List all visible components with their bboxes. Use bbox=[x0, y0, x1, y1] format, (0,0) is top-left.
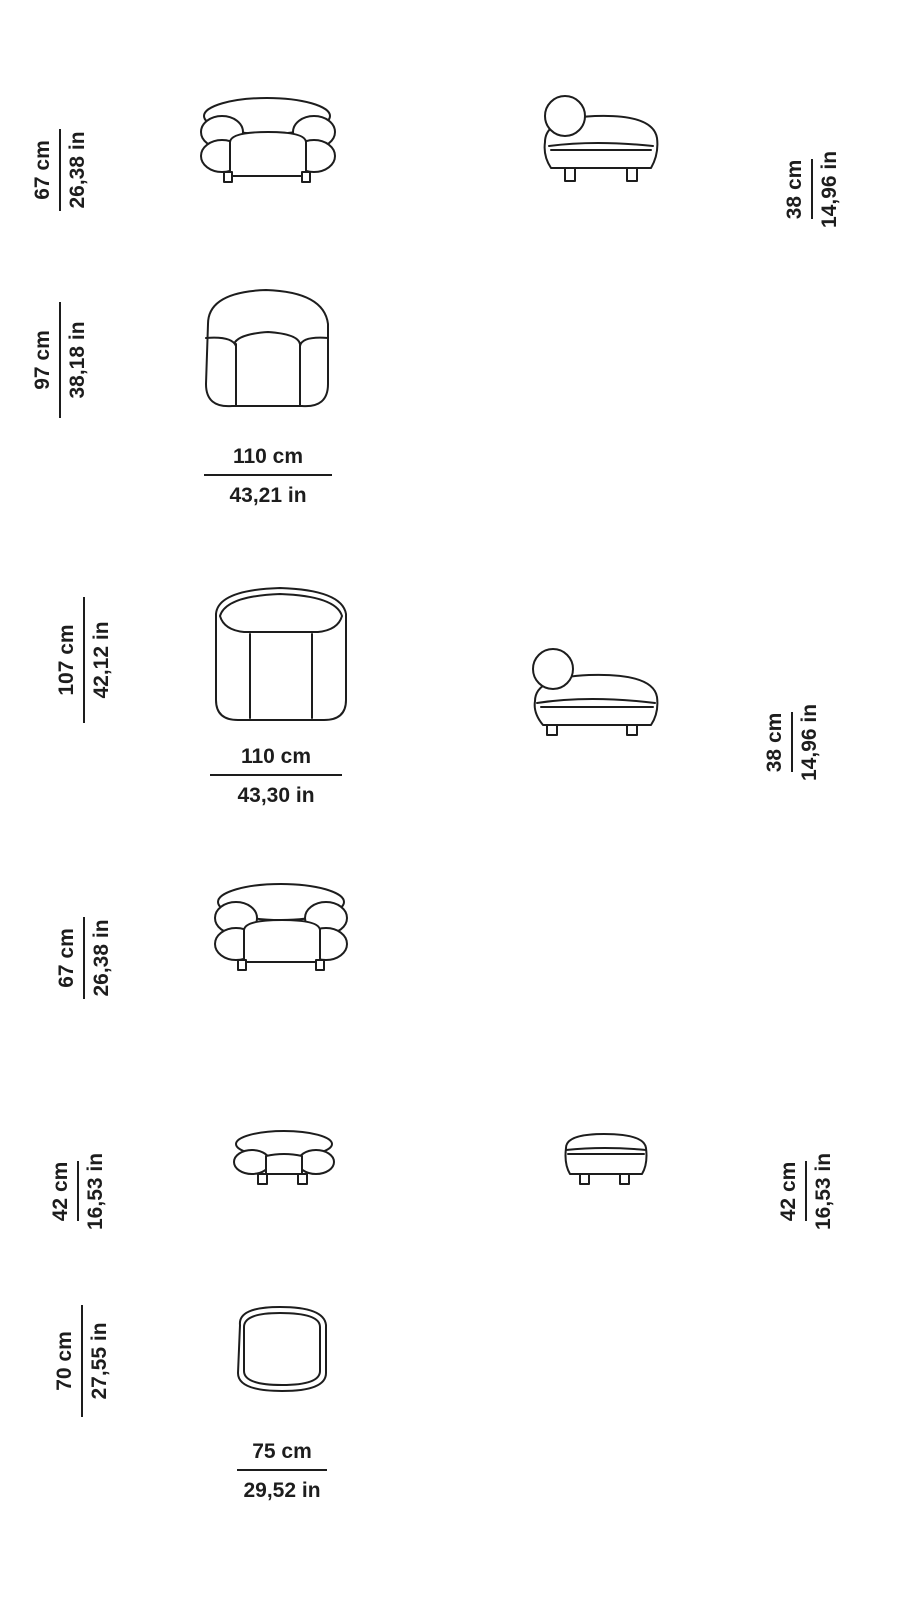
ottoman-front-view bbox=[228, 1128, 340, 1192]
dimension-armchair-small-seat-height bbox=[782, 88, 841, 228]
dimension-in: 29,52 in bbox=[243, 1479, 321, 1503]
dimension-rule bbox=[210, 774, 342, 776]
dimension-cm: 70 cm bbox=[52, 1331, 76, 1391]
dimension-armchair-large-front-height bbox=[54, 859, 113, 999]
dimension-in: 43,30 in bbox=[237, 784, 315, 808]
ottoman-top-view bbox=[230, 1303, 334, 1397]
dimension-in: 43,21 in bbox=[229, 484, 307, 508]
dimension-in: 16,53 in bbox=[812, 1152, 835, 1230]
dimension-rule bbox=[59, 129, 61, 211]
dimension-cm: 110 cm bbox=[232, 445, 304, 468]
dimension-rule bbox=[805, 1161, 807, 1221]
dimension-armchair-small-top-depth bbox=[30, 278, 89, 418]
dimension-rule bbox=[77, 1161, 79, 1221]
dimension-in: 42,12 in bbox=[90, 621, 113, 699]
dimension-cm: 42 cm bbox=[48, 1161, 72, 1222]
dimension-cm: 67 cm bbox=[30, 140, 54, 200]
dimension-cm: 110 cm bbox=[240, 745, 312, 768]
dimension-rule bbox=[237, 1469, 327, 1471]
dimension-in: 27,55 in bbox=[88, 1322, 111, 1400]
dimension-cm: 38 cm bbox=[782, 159, 806, 220]
armchair-large-top-view bbox=[210, 586, 352, 726]
dimension-ottoman-top-width bbox=[212, 1438, 352, 1505]
dimension-rule bbox=[83, 917, 85, 999]
dimension-armchair-large-top-width bbox=[206, 743, 346, 810]
dimension-cm: 67 cm bbox=[54, 928, 78, 988]
dimension-rule bbox=[791, 712, 793, 772]
dimension-in: 26,38 in bbox=[66, 131, 89, 209]
dimension-armchair-small-top-width bbox=[198, 443, 338, 510]
dimension-rule bbox=[81, 1305, 83, 1417]
dimension-in: 16,53 in bbox=[84, 1152, 107, 1230]
ottoman-side-view bbox=[556, 1128, 656, 1192]
dimension-cm: 97 cm bbox=[30, 330, 54, 390]
dimension-armchair-small-front-height bbox=[30, 71, 89, 211]
dimension-ottoman-side-height bbox=[776, 1090, 835, 1230]
dimension-in: 26,38 in bbox=[90, 919, 113, 997]
dimension-rule bbox=[204, 474, 332, 476]
dimension-in: 14,96 in bbox=[818, 150, 841, 228]
dimension-in: 38,18 in bbox=[66, 321, 89, 399]
dimension-in: 14,96 in bbox=[798, 703, 821, 781]
armchair-small-side-view bbox=[535, 94, 665, 186]
armchair-small-front-view bbox=[198, 94, 338, 186]
dimension-ottoman-front-height bbox=[48, 1090, 107, 1230]
dimension-cm: 42 cm bbox=[776, 1161, 800, 1222]
armchair-small-top-view bbox=[198, 288, 338, 412]
dimension-ottoman-top-depth bbox=[52, 1277, 111, 1417]
dimension-rule bbox=[83, 597, 85, 723]
dimension-cm: 75 cm bbox=[252, 1440, 312, 1463]
armchair-large-side-view bbox=[525, 647, 665, 739]
dimension-cm: 107 cm bbox=[54, 624, 78, 696]
dimension-cm: 38 cm bbox=[762, 712, 786, 773]
dimension-rule bbox=[59, 302, 61, 418]
dimension-rule bbox=[811, 159, 813, 219]
dimension-armchair-large-seat-height bbox=[762, 641, 821, 781]
dimension-armchair-large-top-depth bbox=[54, 583, 113, 723]
armchair-large-front-view bbox=[210, 880, 352, 974]
